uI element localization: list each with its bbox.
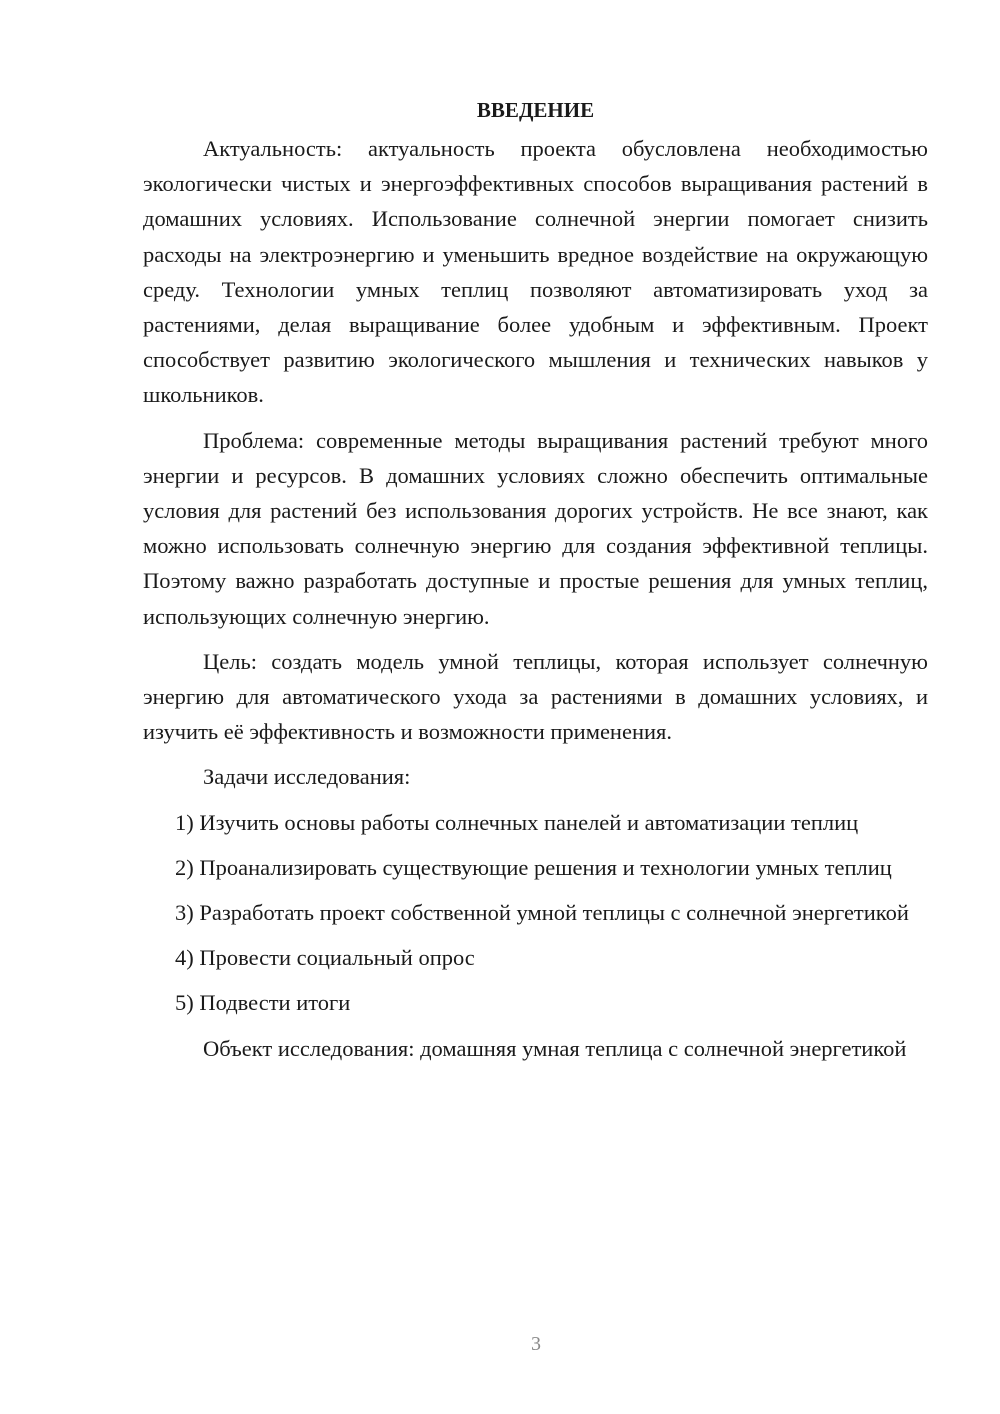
- task-item-2: 2) Проанализировать существующие решения и технологии умных теплиц: [175, 854, 892, 880]
- document-page: [143, 92, 928, 1076]
- task-item-1: 1) Изучить основы работы солнечных панелей и автоматизации теплиц: [175, 809, 859, 835]
- page-title: ВВЕДЕНИЕ: [476, 98, 595, 122]
- goal-paragraph: Цель: создать модель умной теплицы, которая использует солнечную энергию для автоматического ухода за растениями в домашних условиях, и изучить её эффективность и возможности применения.: [143, 648, 928, 745]
- problem-paragraph: Проблема: современные методы выращивания растений требуют много энергии и ресурсов. В домашних условиях сложно обеспечить оптимальные условия для растений без использования дорогих устройств. Не все знают, как можно использовать солнечную энергию для создания эффективной теплицы. Поэтому важно разработать доступные и простые решения для умных теплиц, использующих солнечную энергию.: [143, 427, 928, 629]
- relevance-paragraph: Актуальность: актуальность проекта обусловлена необходимостью экологически чистых и энергоэффективных способов выращивания растений в домашних условиях. Использование солнечной энергии помогает снизить расходы на электроэнергию и уменьшить вредное воздействие на окружающую среду. Технологии умных теплиц позволяют автоматизировать уход за растениями, делая выращивание более удобным и эффективным. Проект способствует развитию экологического мышления и технических навыков у школьников.: [143, 136, 928, 408]
- task-item-5: 5) Подвести итоги: [175, 990, 351, 1016]
- object-paragraph: Объект исследования: домашняя умная теплица с солнечной энергетикой: [203, 1035, 907, 1061]
- page-number: 3: [531, 1333, 541, 1355]
- task-item-4: 4) Провести социальный опрос: [175, 945, 475, 971]
- tasks-heading: Задачи исследования:: [203, 764, 411, 790]
- task-item-3: 3) Разработать проект собственной умной теплицы с солнечной энергетикой: [175, 900, 909, 926]
